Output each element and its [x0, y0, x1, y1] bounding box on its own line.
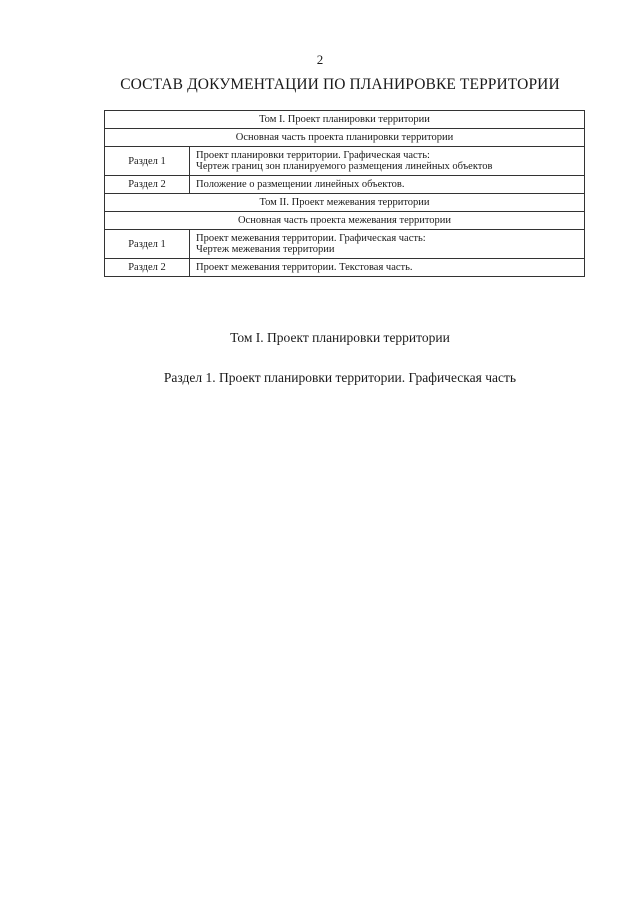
volume-1-subheading: Основная часть проекта планировки территории	[105, 129, 585, 147]
section-label: Раздел 1	[105, 147, 190, 176]
section-description	[190, 259, 585, 277]
page-number: 2	[316, 52, 324, 67]
description-line: Чертеж межевания территории	[196, 244, 335, 255]
table-row	[105, 259, 585, 277]
volume-2-subheading: Основная часть проекта межевания территории	[105, 212, 585, 230]
description-line: Чертеж границ зон планируемого размещения линейных объектов	[196, 161, 493, 172]
table-row	[105, 212, 585, 230]
description-line: Положение о размещении линейных объектов.	[196, 179, 405, 190]
section-description	[190, 230, 585, 259]
description-line: Проект межевания территории. Графическая часть:	[196, 233, 426, 244]
table-row	[105, 147, 585, 176]
section-label: Раздел 1	[105, 230, 190, 259]
section-heading: Раздел 1. Проект планировки территории. Графическая часть	[163, 370, 517, 385]
section-label: Раздел 2	[105, 259, 190, 277]
table-row	[105, 230, 585, 259]
description-line: Проект межевания территории. Текстовая часть.	[196, 262, 413, 273]
volume-1-heading: Том I. Проект планировки территории	[105, 111, 585, 129]
table-row	[105, 129, 585, 147]
table-row	[105, 176, 585, 194]
section-label: Раздел 2	[105, 176, 190, 194]
table-row	[105, 111, 585, 129]
document-title: СОСТАВ ДОКУМЕНТАЦИИ ПО ПЛАНИРОВКЕ ТЕРРИТОРИИ	[120, 76, 560, 93]
volume-heading: Том I. Проект планировки территории	[230, 330, 450, 345]
section-description	[190, 176, 585, 194]
section-description	[190, 147, 585, 176]
description-line: Проект планировки территории. Графическая часть:	[196, 150, 430, 161]
contents-table	[104, 110, 585, 277]
volume-2-heading: Том II. Проект межевания территории	[105, 194, 585, 212]
table-row	[105, 194, 585, 212]
